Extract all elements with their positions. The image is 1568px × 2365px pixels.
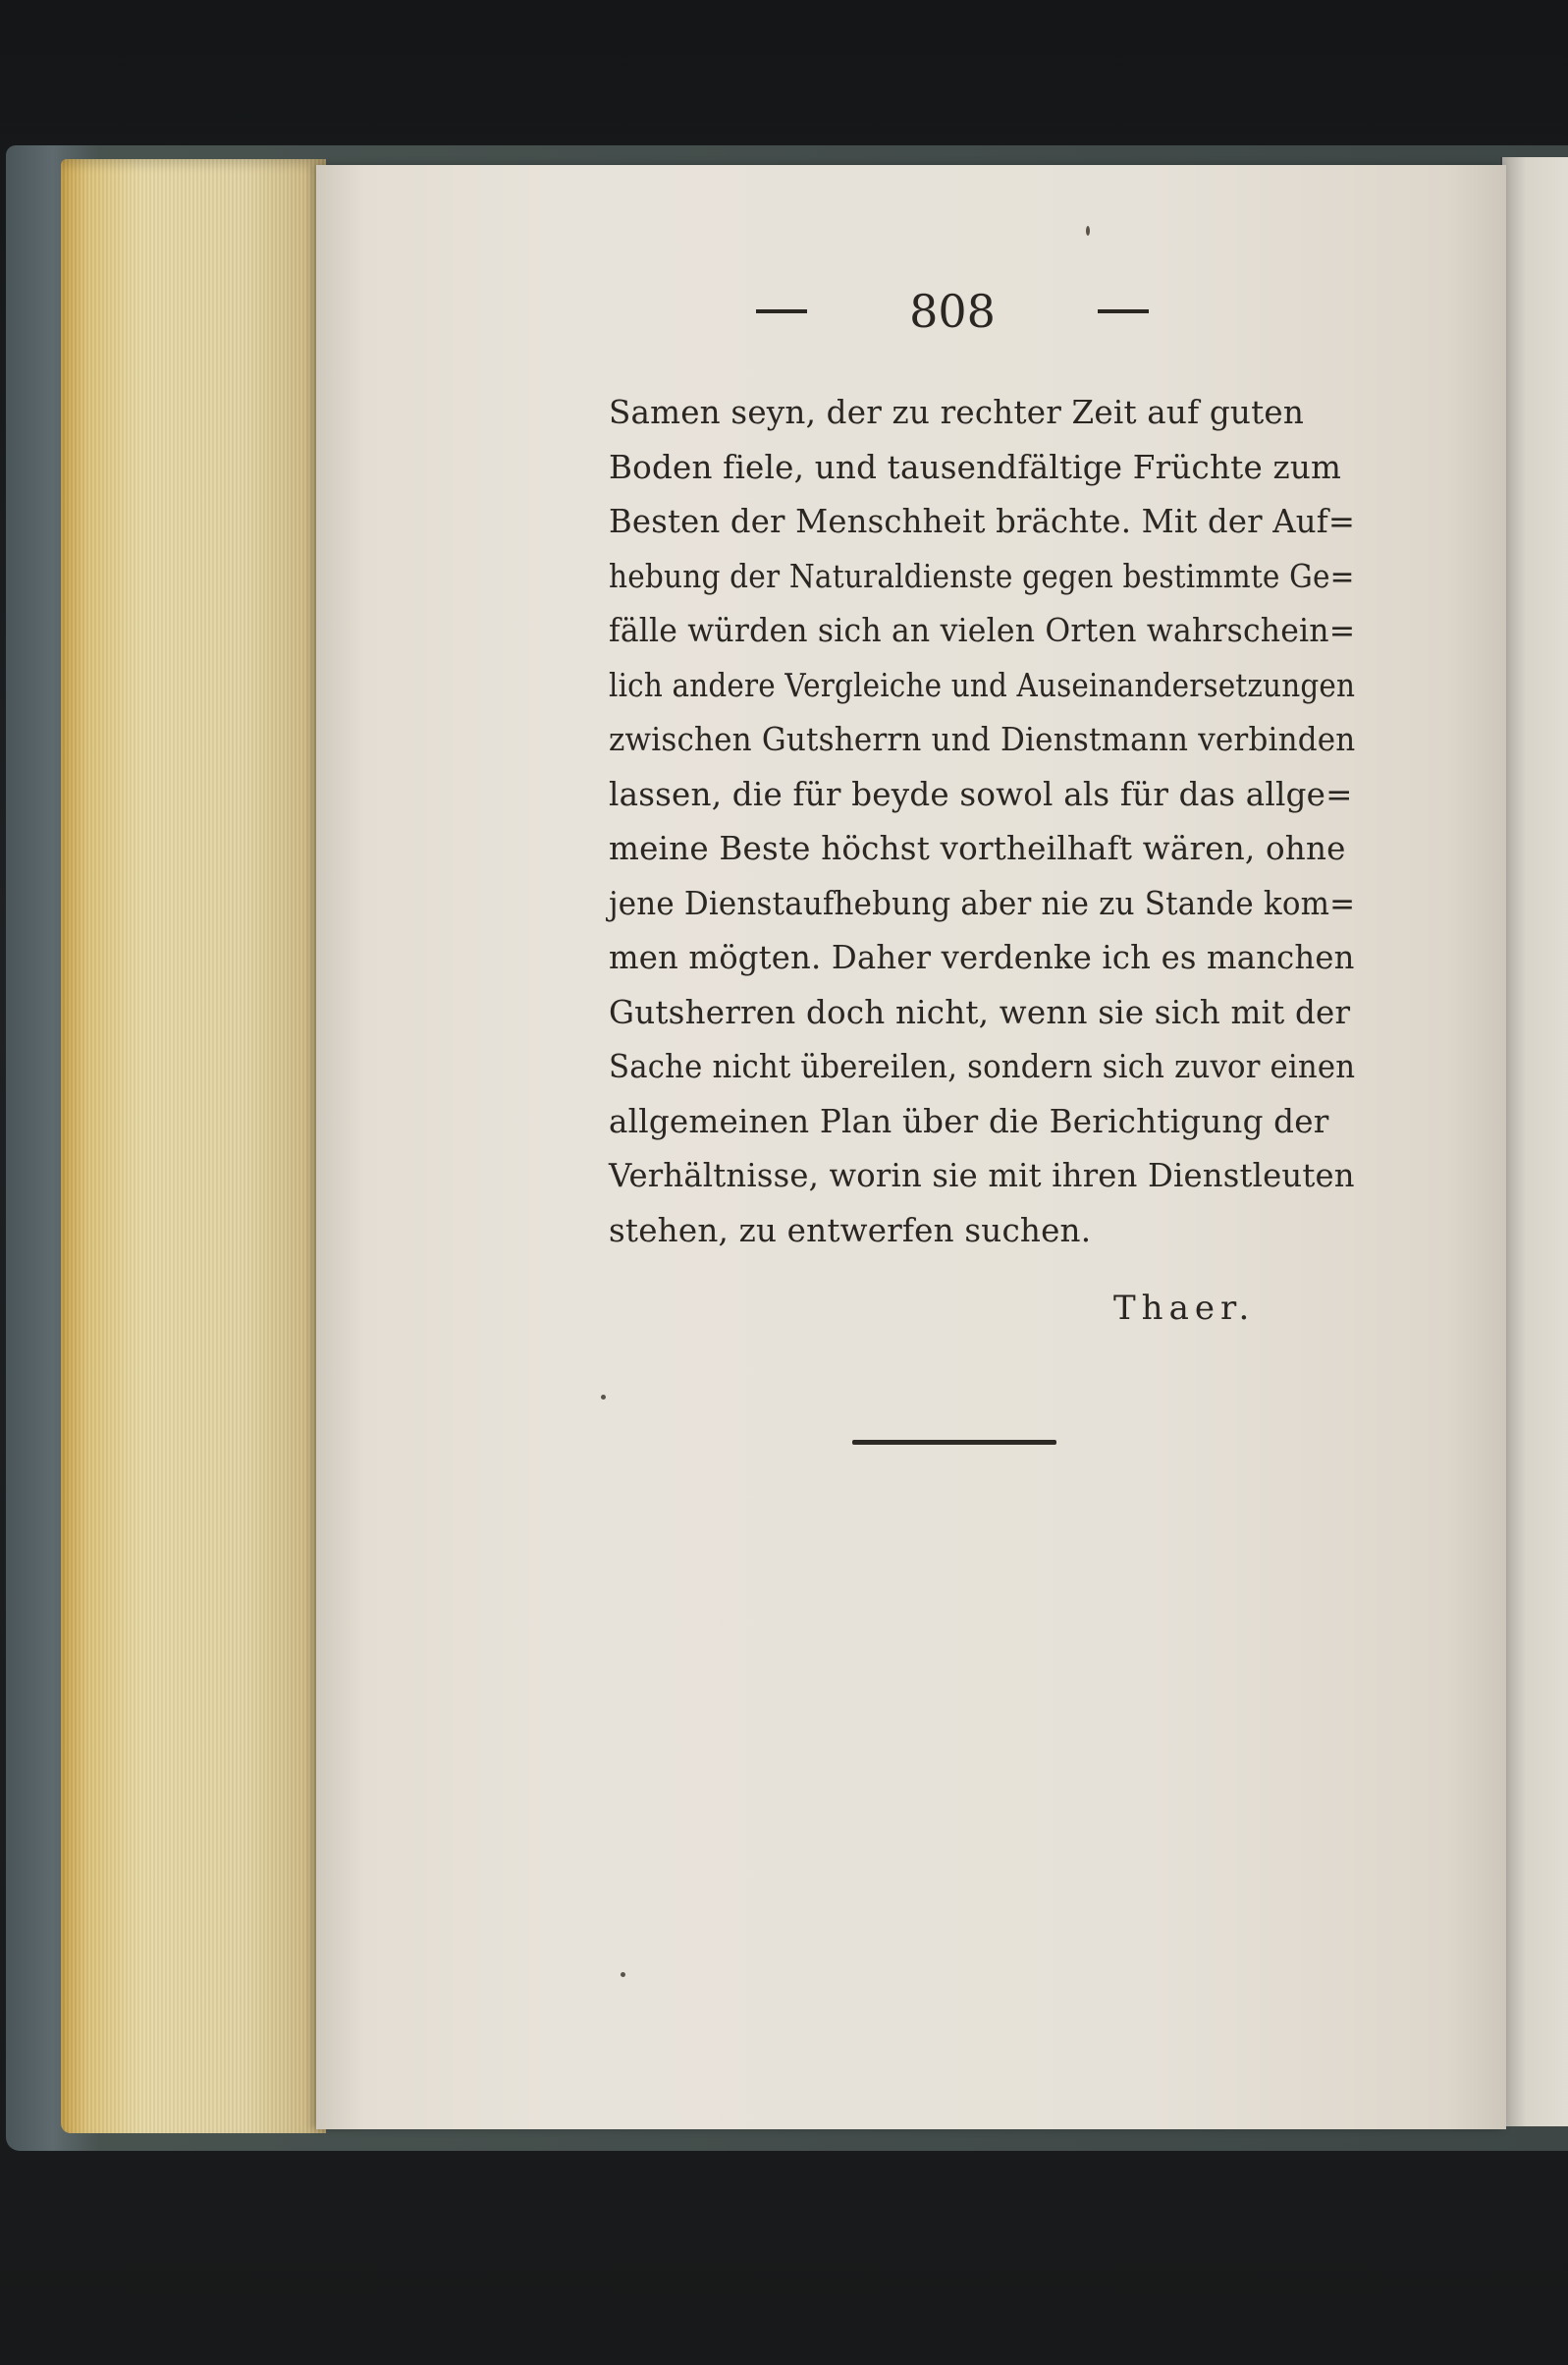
- text-line: zwischen Gutsherrn und Dienstmann verbinden: [609, 720, 1356, 758]
- text-line: Besten der Menschheit brächte. Mit der Auf=: [609, 502, 1356, 540]
- right-dash: [1098, 309, 1149, 313]
- text-line: hebung der Naturaldienste gegen bestimmte Ge=: [609, 556, 1355, 595]
- text-line: Samen seyn, der zu rechter Zeit auf guten: [609, 393, 1305, 431]
- text-line: lassen, die für beyde sowol als für das allge=: [609, 774, 1353, 813]
- author-signature: Thaer.: [1113, 1289, 1256, 1328]
- text-line: Boden fiele, und tausendfältige Früchte zum: [609, 447, 1342, 486]
- running-head: [756, 285, 1149, 338]
- closing-rule: [852, 1440, 1056, 1445]
- text-line: Verhältnisse, worin sie mit ihren Dienstleuten: [609, 1156, 1355, 1194]
- text-line: lich andere Vergleiche und Auseinandersetzungen: [609, 665, 1356, 704]
- text-line: allgemeinen Plan über die Berichtigung der: [609, 1101, 1329, 1140]
- page-number: 808: [909, 285, 996, 338]
- paper-speck: [1086, 226, 1090, 236]
- paper-speck: [621, 1972, 625, 1977]
- text-line: Sache nicht übereilen, sondern sich zuvor einen: [609, 1047, 1356, 1085]
- paper-speck: [601, 1395, 606, 1400]
- text-line: jene Dienstaufhebung aber nie zu Stande kom=: [609, 883, 1356, 922]
- text-line: men mögten. Daher verdenke ich es manchen: [609, 938, 1355, 976]
- text-line: fälle würden sich an vielen Orten wahrschein=: [609, 611, 1356, 649]
- page-edges: [61, 159, 326, 2133]
- left-dash: [756, 309, 807, 313]
- body-text: [609, 385, 1365, 1257]
- text-line: stehen, zu entwerfen suchen.: [609, 1210, 1092, 1249]
- text-line: meine Beste höchst vortheilhaft wären, ohne: [609, 829, 1346, 867]
- text-line: Gutsherren doch nicht, wenn sie sich mit der: [609, 992, 1351, 1031]
- facing-page-edge: [1500, 157, 1568, 2126]
